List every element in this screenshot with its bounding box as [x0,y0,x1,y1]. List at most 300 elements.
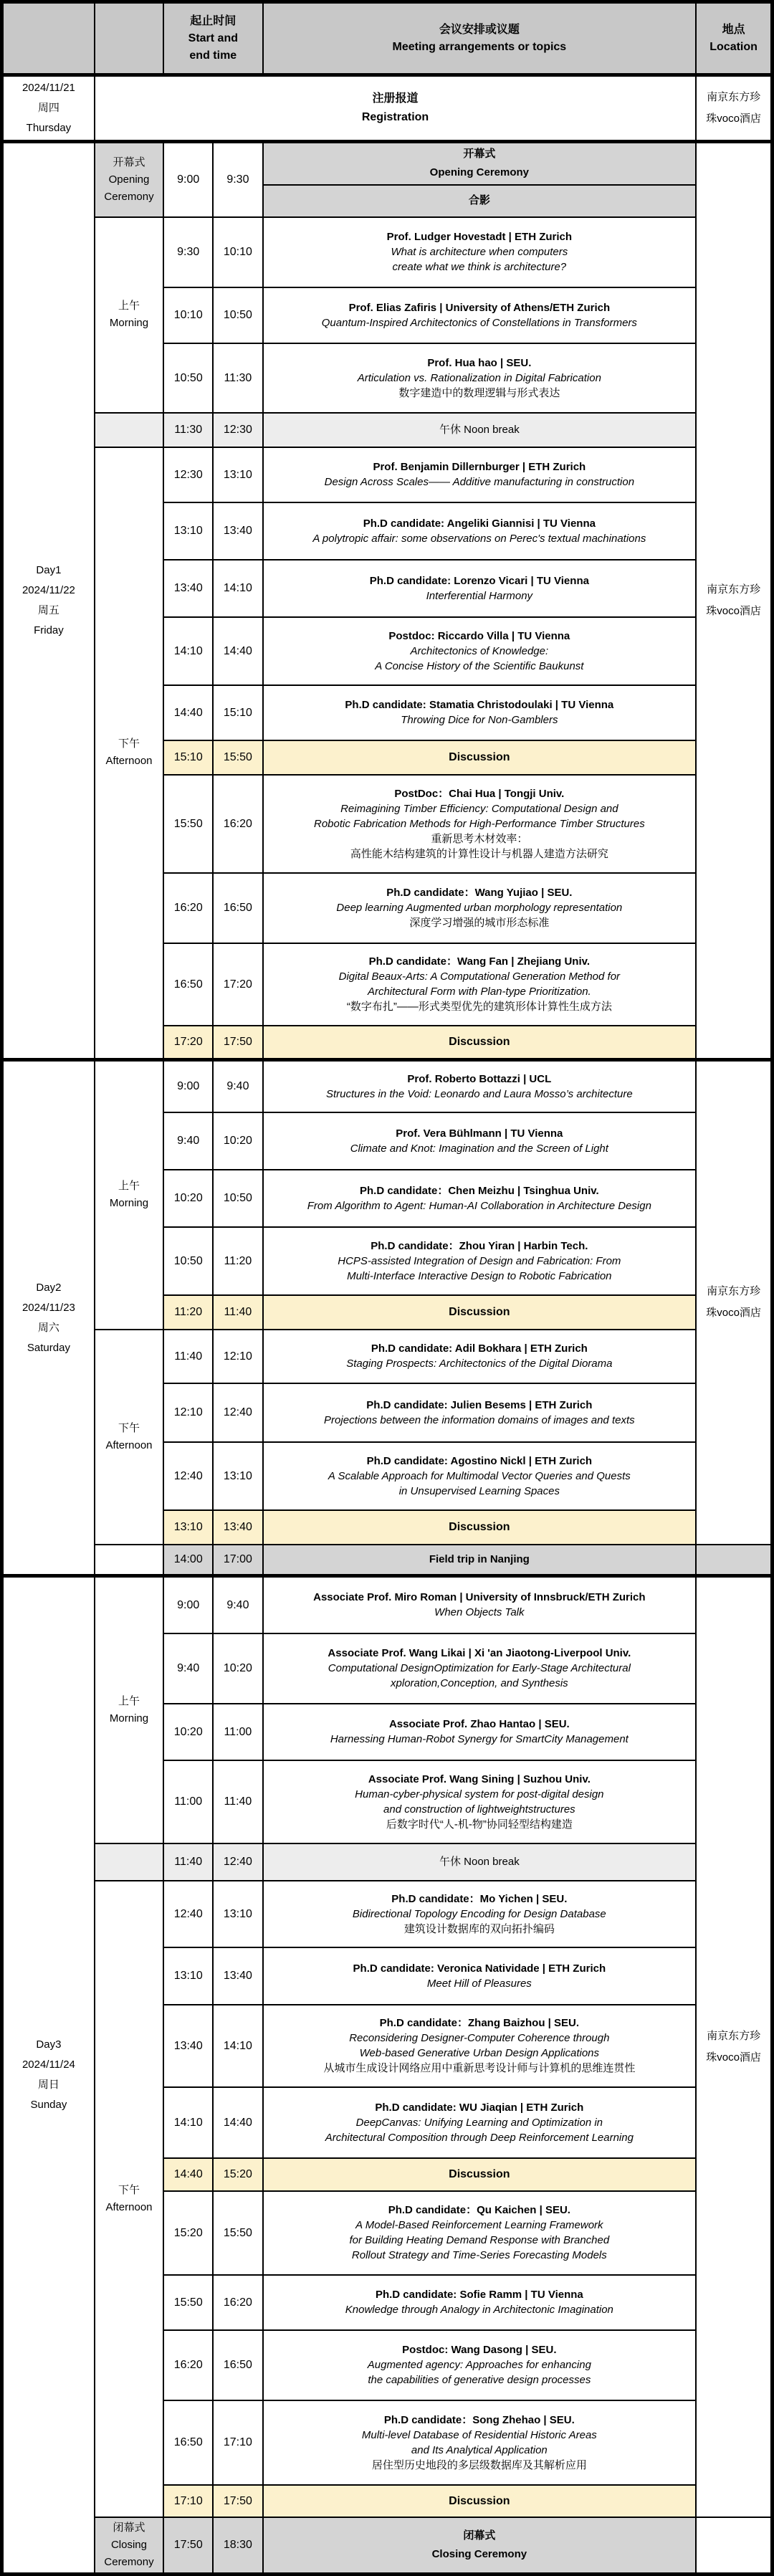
location-line: 南京东方珍 [707,1285,761,1298]
speaker-name: Associate Prof. Wang Likai | Xi 'an Jiaotong-Liverpool Univ. [328,1647,631,1659]
talk-title-en: Architectonics of Knowledge: [410,644,549,657]
date-line: Day3 [36,2038,62,2051]
talk-title-en: A Concise History of the Scientific Baukunst [375,659,584,672]
discussion-label: Discussion [449,1521,510,1533]
end-time-cell [213,2330,262,2400]
end-time-cell [213,1442,262,1510]
talk-title-zh: 深度学习增强的城市形态标准 [409,917,550,929]
start-time-cell [163,1060,213,1112]
end-time-cell [213,1060,262,1112]
start-time: 16:20 [173,2359,203,2371]
end-time: 13:10 [223,1469,252,1482]
start-time-cell [163,1295,213,1330]
start-time: 9:40 [177,1135,200,1147]
start-time: 14:10 [173,2116,203,2129]
date-line: 2024/11/24 [22,2058,75,2071]
talk-title-en: Robotic Fabrication Methods for High-Performance Timber Structures [313,817,645,830]
group-photo-cell [263,185,697,217]
speaker-name: Ph.D candidate: Angeliki Giannisi | TU Vienna [363,517,596,530]
start-time-cell [163,1760,213,1843]
date-cell-day2 [2,1060,95,1576]
start-time: 12:40 [173,1907,203,1920]
start-time-cell [163,1704,213,1760]
speaker-name: Ph.D candidate：Wang Yujiao | SEU. [386,887,573,899]
speaker-name: Ph.D candidate: Veronica Natividade | ETH Zurich [353,1962,606,1975]
end-time: 12:10 [223,1350,252,1363]
end-time: 15:20 [223,2168,252,2180]
registration-row [2,75,773,142]
date-line: 周五 [37,604,59,616]
session-cell-morning [95,1576,163,1843]
speaker-name: Postdoc: Wang Dasong | SEU. [402,2344,557,2356]
talk-title-en: Computational DesignOptimization for Early-Stage Architectural [328,1662,631,1674]
start-time: 13:10 [173,525,203,537]
talk-title-zh: 从城市生成设计网络应用中重新思考设计师与计算机的思维连贯性 [323,2062,636,2074]
registration-cell [95,75,696,142]
start-time-cell [163,343,213,413]
speaker-name: Ph.D candidate：Song Zhehao | SEU. [383,2413,575,2426]
start-time: 14:00 [173,1553,203,1566]
end-time: 13:40 [223,1970,252,1982]
discussion-cell [263,1026,697,1060]
end-time-cell [213,1947,262,2005]
closing-location-cell [696,2517,772,2575]
header-time-cell [163,2,262,75]
talk-title-en: Augmented agency: Approaches for enhancing [367,2359,591,2371]
session-cell-empty [95,1545,163,1576]
talk-cell [263,343,697,413]
date-line: Sunday [30,2098,67,2111]
session-label-line: 上午 [118,300,140,312]
registration-location-cell [696,75,772,142]
registration-label-en: Registration [361,111,429,123]
speaker-name: Ph.D candidate: Agostino Nickl | ETH Zurich [366,1454,593,1467]
start-time: 11:00 [174,1795,203,1808]
talk-title-en: Human-cyber-physical system for post-digital design [355,1788,604,1800]
talk-cell [263,1881,697,1947]
start-time-cell [163,2158,213,2191]
start-time-cell [163,2005,213,2087]
header-row [2,2,773,75]
start-time-cell [163,1330,213,1383]
end-time-cell [213,502,262,560]
end-time-cell [213,343,262,413]
header-time-zh: 起止时间 [190,14,236,27]
talk-title-en: DeepCanvas: Unifying Learning and Optimization in [355,2116,603,2129]
talk-cell [263,943,697,1026]
start-time: 11:20 [174,1306,203,1318]
talk-title-en: When Objects Talk [434,1606,525,1619]
speaker-name: Postdoc: Riccardo Villa | TU Vienna [388,629,570,642]
talk-title-en: Throwing Dice for Non-Gamblers [401,714,558,726]
start-time-cell [163,2517,213,2575]
date-line: 周四 [37,102,59,114]
location-line: 南京东方珍 [707,91,761,103]
end-time-cell [213,1843,262,1881]
schedule-row [2,1881,773,1947]
talk-cell [263,1442,697,1510]
talk-cell [263,217,697,287]
end-time: 17:50 [223,1036,252,1049]
session-cell-afternoon [95,1330,163,1545]
end-time: 17:50 [223,2494,252,2507]
schedule-row [2,447,773,502]
end-time-cell [213,2485,262,2517]
start-time-cell [163,413,213,447]
end-time: 16:20 [223,2296,252,2309]
start-time-cell [163,2400,213,2485]
end-time-cell [213,2191,262,2275]
talk-title-en: Deep learning Augmented urban morphology representation [336,902,623,914]
speaker-name: Ph.D candidate：Chen Meizhu | Tsinghua Univ. [360,1184,599,1197]
start-time-cell [163,217,213,287]
speaker-name: Ph.D candidate: Julien Besems | ETH Zurich [366,1398,593,1411]
end-time-cell [213,217,262,287]
end-time-cell [213,1383,262,1442]
speaker-name: Prof. Roberto Bottazzi | UCL [407,1072,552,1085]
start-time: 9:00 [177,1598,200,1611]
date-line: 周六 [37,1321,59,1334]
end-time-cell [213,1112,262,1170]
start-time: 11:40 [174,1856,203,1868]
start-time: 17:20 [173,1036,203,1049]
end-time-cell [213,142,262,217]
speaker-name: Ph.D candidate: Lorenzo Vicari | TU Vienna [369,574,589,587]
talk-title-zh: 后数字时代“人-机-物”协同轻型结构建造 [386,1818,573,1831]
talk-cell [263,1170,697,1227]
header-time-en-1: Start and [188,32,238,44]
discussion-cell [263,740,697,775]
session-label-line: 下午 [118,738,140,750]
start-time-cell [163,1442,213,1510]
end-time-cell [213,873,262,943]
start-time: 12:40 [173,1469,203,1482]
start-time-cell [163,740,213,775]
start-time: 9:00 [177,1080,200,1093]
talk-cell [263,2330,697,2400]
schedule-row [2,413,773,447]
start-time-cell [163,1510,213,1545]
talk-title-en: the capabilities of generative design processes [368,2374,591,2386]
talk-title-en: Bidirectional Topology Encoding for Design Database [352,1907,606,1920]
session-label-line: Opening [108,173,150,186]
talk-title-zh: 建筑设计数据库的双向拓扑编码 [403,1922,555,1935]
discussion-cell [263,2158,697,2191]
end-time: 11:30 [224,371,252,384]
noon-break-cell [263,413,697,447]
end-time: 10:20 [223,1135,252,1147]
end-time: 10:50 [223,1192,252,1204]
field-trip-location-cell [696,1545,772,1576]
speaker-name: Ph.D candidate: Adil Bokhara | ETH Zurich [371,1342,588,1355]
end-time: 15:50 [223,751,252,763]
location-line: 南京东方珍 [707,583,761,596]
talk-title-en: A polytropic affair: some observations on Perec's textual machinations [312,532,646,545]
talk-title-en: Climate and Knot: Imagination and the Screen of Light [350,1142,608,1155]
start-time: 10:20 [173,1725,203,1738]
speaker-name: Ph.D candidate：Wang Fan | Zhejiang Univ. [368,955,591,968]
end-time-cell [213,1330,262,1383]
end-time-cell [213,1227,262,1295]
end-time: 17:00 [223,1553,252,1566]
speaker-name: Ph.D candidate：Zhou Yiran | Harbin Tech. [371,1239,588,1252]
talk-title-en: and construction of lightweightstructures [383,1803,575,1816]
schedule-row [2,1843,773,1881]
start-time: 10:50 [173,1254,203,1267]
talk-title-en: Harnessing Human-Robot Synergy for SmartCity Management [330,1733,629,1745]
speaker-name: Ph.D candidate：Mo Yichen | SEU. [391,1892,568,1905]
end-time: 13:10 [223,468,252,481]
start-time-cell [163,1227,213,1295]
start-time: 14:10 [173,644,203,657]
end-time-cell [213,413,262,447]
field-trip-cell [263,1545,697,1576]
end-time-cell [213,1026,262,1060]
start-time-cell [163,502,213,560]
talk-cell [263,1633,697,1704]
talk-title-en: Reimagining Timber Efficiency: Computational Design and [340,802,618,815]
end-time-cell [213,1295,262,1330]
talk-cell [263,1576,697,1633]
talk-title-en: for Building Heating Demand Response with Branched [349,2234,610,2246]
schedule-row [2,142,773,185]
field-trip-label: Field trip in Nanjing [429,1552,530,1565]
start-time-cell [163,2485,213,2517]
end-time: 11:20 [224,1254,252,1267]
start-time-cell [163,142,213,217]
start-time: 9:40 [177,1662,200,1674]
discussion-cell [263,1295,697,1330]
start-time-cell [163,2191,213,2275]
session-label-line: Afternoon [105,1439,153,1451]
end-time-cell [213,740,262,775]
talk-title-en: From Algorithm to Agent: Human-AI Collaboration in Architecture Design [307,1199,651,1212]
end-time: 18:30 [223,2539,252,2551]
talk-title-en: Architectural Form with Plan-type Prioritization. [367,986,591,998]
start-time-cell [163,2275,213,2330]
talk-cell [263,1330,697,1383]
start-time: 10:10 [173,309,203,321]
noon-break-cell [263,1843,697,1881]
ceremony-line: Opening Ceremony [429,166,530,179]
end-time-cell [213,2275,262,2330]
schedule-row [2,1330,773,1383]
start-time: 10:50 [173,371,203,384]
talk-title-en: Articulation vs. Rationalization in Digital Fabrication [357,371,601,384]
talk-cell [263,2275,697,2330]
speaker-name: Ph.D candidate: Sofie Ramm | TU Vienna [375,2289,583,2301]
end-time-cell [213,560,262,617]
date-line: 2024/11/22 [22,584,75,596]
location-line: 南京东方珍 [707,2029,761,2042]
talk-cell [263,1112,697,1170]
date-line: 周日 [37,2078,59,2091]
talk-cell [263,287,697,343]
talk-cell [263,775,697,873]
date-line: Saturday [27,1341,70,1354]
closing-ceremony-cell [263,2517,697,2575]
talk-cell [263,1760,697,1843]
talk-cell [263,1383,697,1442]
speaker-name: PostDoc：Chai Hua | Tongji Univ. [394,787,565,800]
end-time-cell [213,447,262,502]
end-time-cell [213,1704,262,1760]
session-label-line: 开幕式 [113,156,145,168]
speaker-name: Ph.D candidate: Stamatia Christodoulaki | TU Vienna [345,699,614,711]
end-time-cell [213,1545,262,1576]
registration-label-zh: 注册报道 [372,92,419,105]
start-time: 14:40 [173,706,203,719]
end-time-cell [213,2087,262,2158]
talk-title-en: create what we think is architecture? [392,261,567,273]
end-time-cell [213,775,262,873]
talk-cell [263,2191,697,2275]
start-time: 16:50 [173,978,203,991]
talk-title-en: Design Across Scales—— Additive manufacturing in construction [324,476,635,488]
date-line: 2024/11/21 [22,82,75,94]
ceremony-line: 合影 [468,194,490,206]
talk-title-en: Staging Prospects: Architectonics of the Digital Diorama [346,1358,613,1370]
talk-title-en: xploration,Conception, and Synthesis [391,1677,568,1689]
end-time: 9:40 [226,1080,249,1093]
end-time-cell [213,617,262,685]
end-time: 17:20 [223,978,252,991]
session-label-line: 上午 [118,1694,140,1707]
session-cell-closing-ceremony [95,2517,163,2575]
end-time: 16:50 [223,2359,252,2371]
end-time-cell [213,1881,262,1947]
talk-title-en: Projections between the information domains of images and texts [324,1413,635,1426]
start-time: 15:10 [173,751,203,763]
speaker-name: Associate Prof. Wang Sining | Suzhou Univ. [368,1773,591,1785]
talk-title-zh: “数字布扎”——形式类型优先的建筑形体计算性生成方法 [346,1001,612,1013]
start-time: 13:10 [173,1521,203,1533]
talk-title-en: Architectural Composition through Deep Reinforcement Learning [325,2131,634,2144]
ceremony-line: Closing Ceremony [431,2547,527,2560]
talk-title-en: Interferential Harmony [426,589,533,602]
header-topics-zh: 会议安排或议题 [439,23,520,36]
end-time: 10:10 [223,246,252,258]
speaker-name: Associate Prof. Miro Roman | University of Innsbruck/ETH Zurich [313,1591,646,1604]
end-time: 14:10 [223,582,252,594]
start-time: 14:40 [173,2168,203,2180]
session-label-line: Ceremony [104,190,154,203]
start-time-cell [163,1112,213,1170]
start-time-cell [163,1576,213,1633]
session-label-line: 上午 [118,1180,140,1193]
end-time: 13:40 [223,525,252,537]
start-time-cell [163,1633,213,1704]
end-time-cell [213,1760,262,1843]
talk-cell [263,560,697,617]
session-label-line: Closing [110,2538,147,2551]
location-line: 珠voco酒店 [706,1307,761,1320]
schedule-row [2,217,773,287]
speaker-name: Ph.D candidate: WU Jiaqian | ETH Zurich [375,2101,584,2114]
end-time-cell [213,2005,262,2087]
opening-ceremony-cell [263,142,697,185]
talk-title-en: in Unsupervised Learning Spaces [398,1484,560,1497]
end-time: 12:40 [223,1406,252,1418]
start-time: 17:10 [173,2494,203,2507]
speaker-name: Prof. Benjamin Dillernburger | ETH Zurich [373,461,586,473]
header-topics-cell [263,2,697,75]
talk-title-en: What is architecture when computers [391,246,568,258]
talk-cell [263,1947,697,2005]
start-time-cell [163,1947,213,2005]
speaker-name: Prof. Ludger Hovestadt | ETH Zurich [386,231,573,243]
header-time-en-2: end time [189,49,237,62]
start-time-cell [163,447,213,502]
session-cell-afternoon [95,1881,163,2517]
start-time-cell [163,287,213,343]
header-location-cell [696,2,772,75]
talk-cell [263,617,697,685]
talk-cell [263,1227,697,1295]
session-label-line: Ceremony [104,2555,154,2568]
speaker-name: Prof. Hua hao | SEU. [427,356,532,369]
ceremony-line: 开幕式 [463,148,496,161]
location-line: 珠voco酒店 [706,113,761,125]
location-cell-day2 [696,1060,772,1545]
end-time: 15:10 [223,706,252,719]
talk-title-en: Structures in the Void: Leonardo and Laura Mosso’s architecture [325,1087,633,1100]
end-time: 9:30 [226,173,249,186]
start-time: 9:00 [177,173,200,186]
talk-title-en: Multi-Interface Interactive Design to Robotic Fabrication [347,1269,612,1282]
location-cell-day1 [696,142,772,1060]
end-time-cell [213,1170,262,1227]
start-time-cell [163,775,213,873]
end-time-cell [213,2158,262,2191]
start-time-cell [163,1026,213,1060]
header-location-en: Location [710,40,758,53]
discussion-label: Discussion [449,1306,510,1318]
end-time: 16:50 [223,902,252,914]
talk-cell [263,447,697,502]
session-cell-morning [95,217,163,413]
speaker-name: Prof. Elias Zafiris | University of Athens/ETH Zurich [348,301,611,314]
talk-title-en: Web-based Generative Urban Design Applications [359,2047,600,2059]
talk-cell [263,1060,697,1112]
header-location-zh: 地点 [722,23,745,36]
end-time: 10:20 [223,1662,252,1674]
talk-title-en: Reconsidering Designer-Computer Coherence through [349,2032,610,2044]
header-session-cell [95,2,163,75]
date-line: Day2 [36,1281,62,1294]
talk-title-en: A Scalable Approach for Multimodal Vector Queries and Quests [328,1469,631,1482]
start-time: 16:50 [173,2436,203,2448]
end-time: 9:40 [226,1598,249,1611]
start-time-cell [163,560,213,617]
session-cell-afternoon [95,447,163,1060]
session-label-line: 下午 [118,2183,140,2196]
start-time-cell [163,2087,213,2158]
end-time: 11:00 [224,1725,252,1738]
end-time: 15:50 [223,2226,252,2239]
start-time-cell [163,943,213,1026]
talk-cell [263,2005,697,2087]
end-time: 12:40 [223,1856,252,1868]
start-time-cell [163,1170,213,1227]
end-time: 12:30 [223,424,252,436]
date-line: Day1 [36,564,62,576]
talk-cell [263,873,697,943]
end-time: 10:50 [223,309,252,321]
start-time: 11:30 [174,424,203,436]
talk-title-en: HCPS-assisted Integration of Design and Fabrication: From [338,1254,621,1267]
talk-cell [263,2087,697,2158]
